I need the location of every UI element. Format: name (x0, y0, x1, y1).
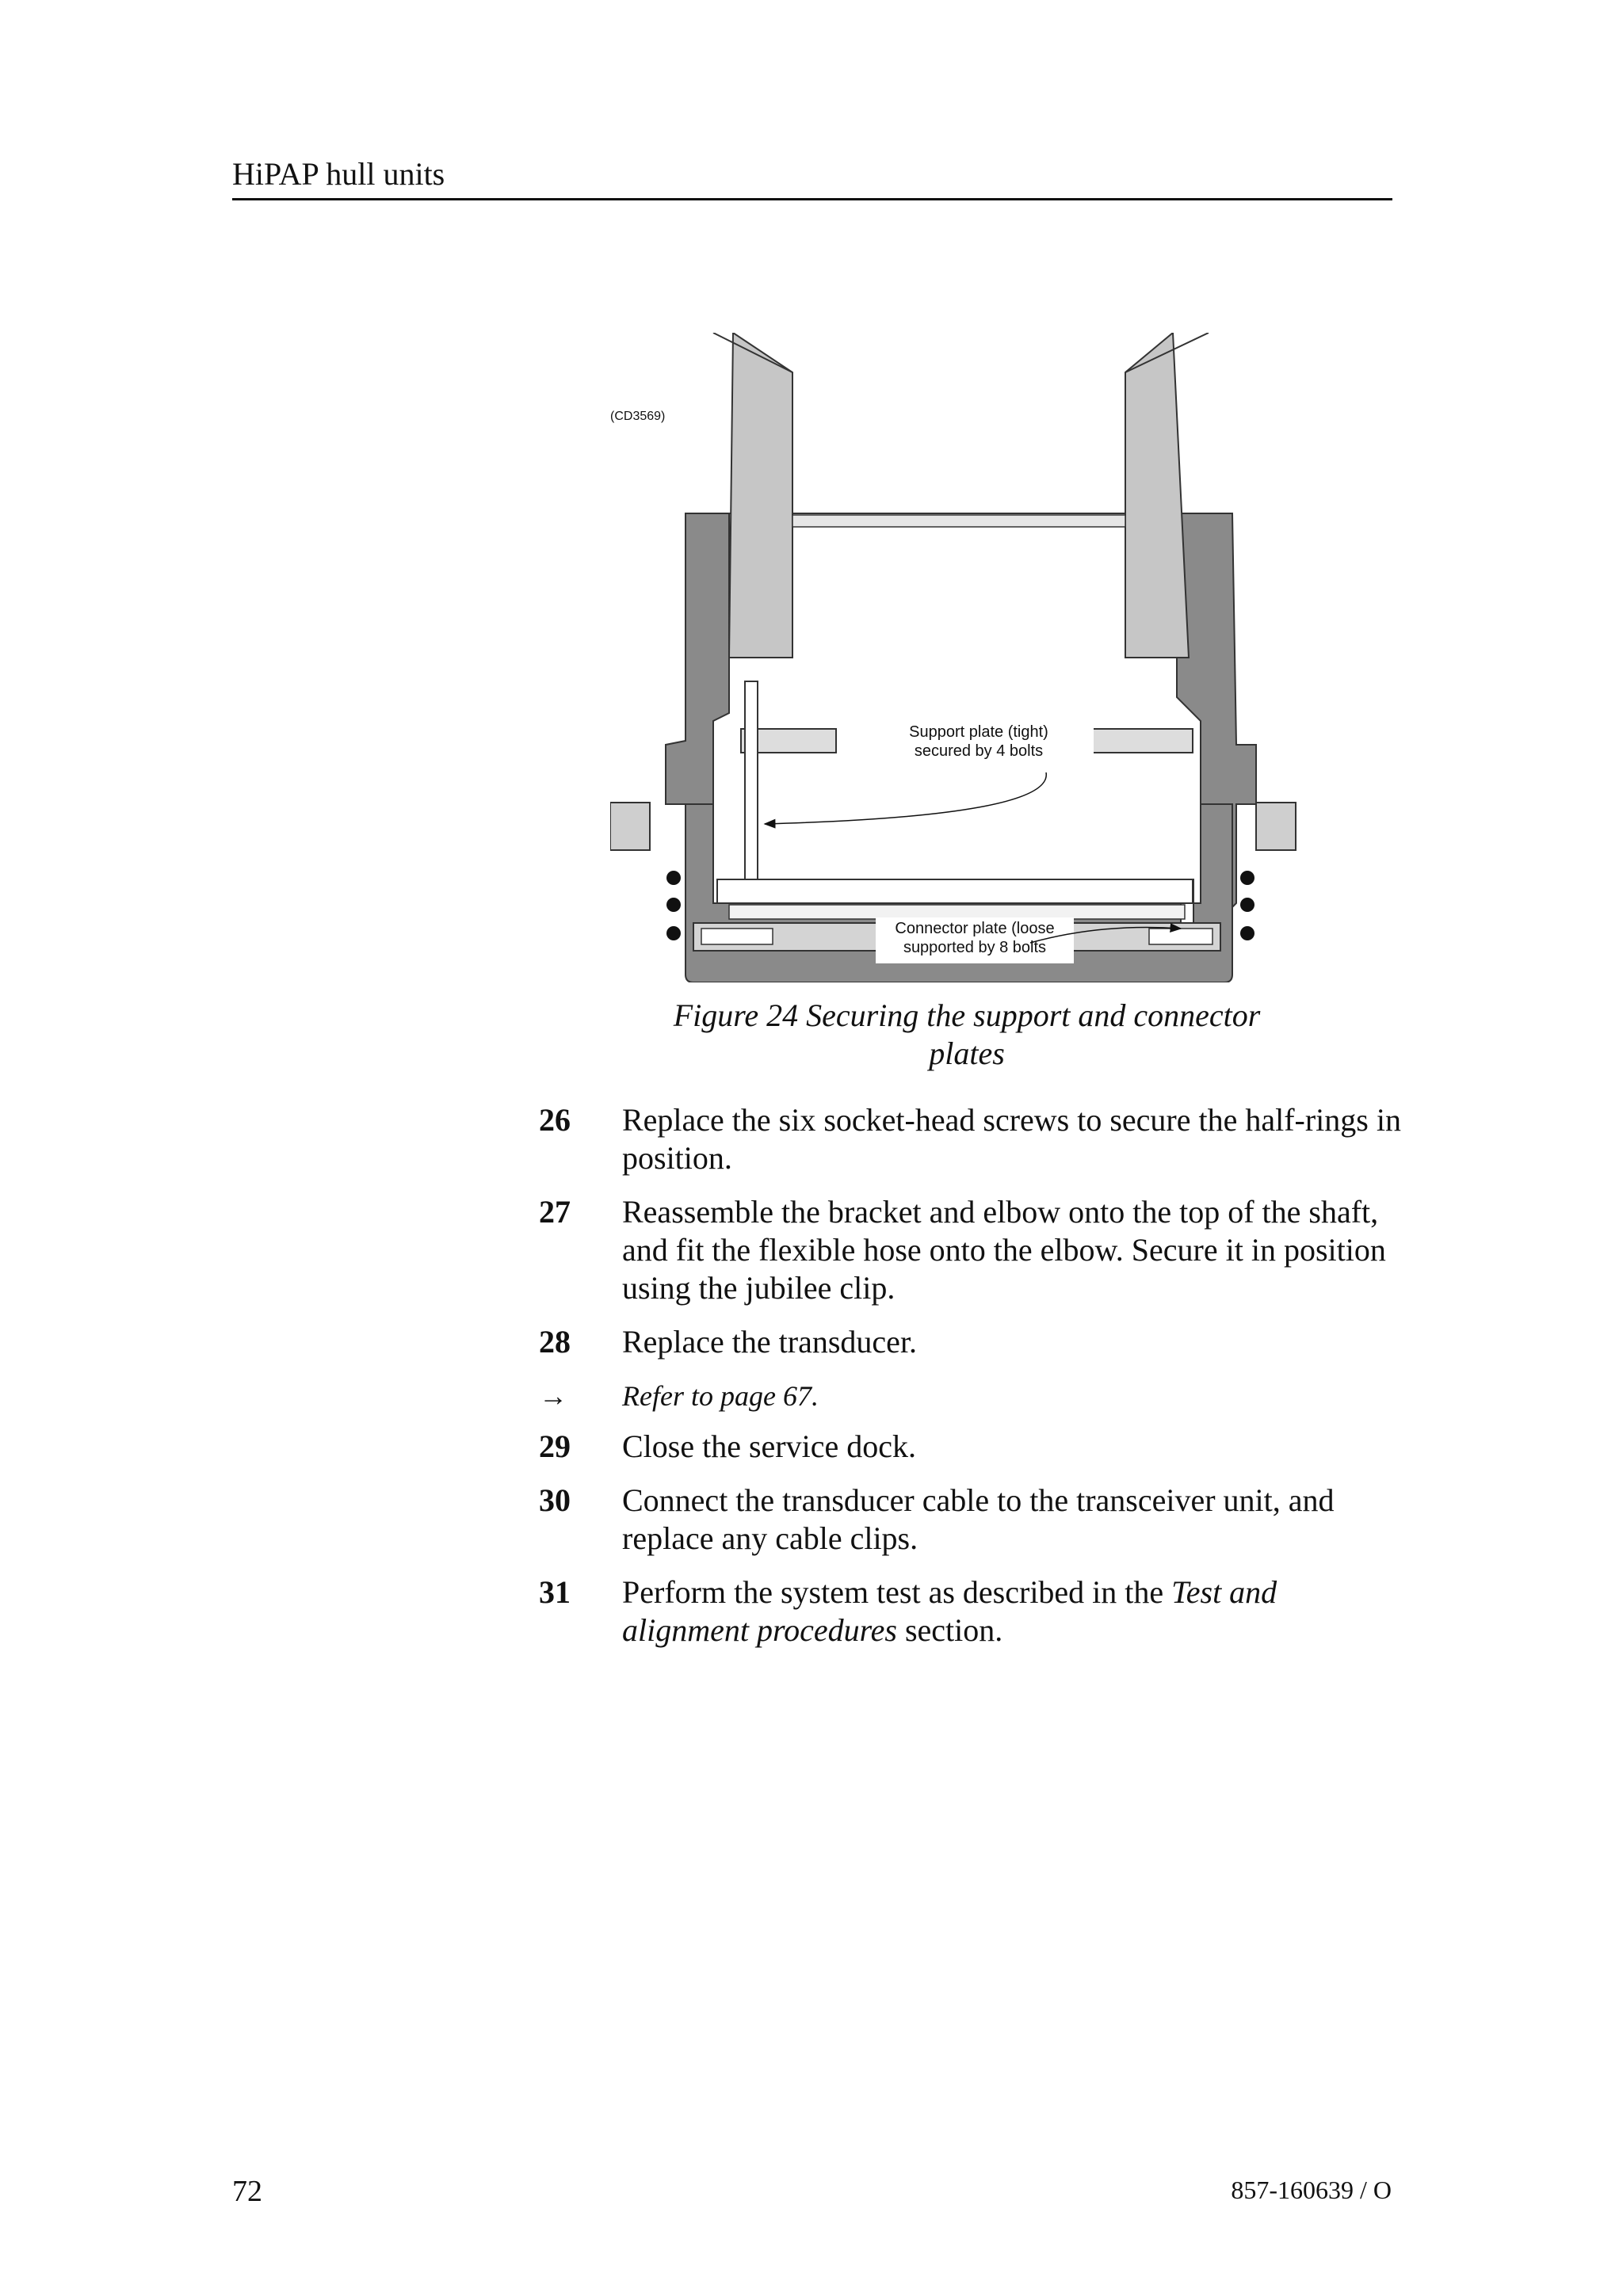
shaft-left (729, 333, 792, 658)
step-text (622, 1573, 1411, 1650)
step-text: Close the service dock. (622, 1428, 916, 1464)
step-text: Reassemble the bracket and elbow onto the top of the shaft, and fit the flexible hose onto the elbow. Secure it in position using the jubilee clip. (622, 1194, 1386, 1306)
step-text-part: Perform the system test as described in the (622, 1574, 1172, 1610)
hull-unit-section-diagram (610, 333, 1308, 982)
lower-ring-1 (717, 879, 1193, 903)
connector-plate-label-line1: Connector plate (loose (895, 920, 1055, 937)
step-text: Replace the six socket-head screws to secure the half-rings in position. (622, 1102, 1401, 1176)
stud-right (1256, 803, 1296, 850)
step-28 (539, 1323, 1411, 1361)
step-30 (539, 1482, 1411, 1558)
figure-drawing (610, 333, 1308, 982)
page-reference (539, 1377, 1411, 1415)
support-plate-right (1090, 729, 1193, 753)
running-header: HiPAP hull units (232, 156, 445, 192)
step-text: Replace the transducer. (622, 1324, 918, 1360)
support-plate-label-line2: secured by 4 bolts (914, 742, 1044, 760)
connector-plate-label-line2: supported by 8 bolts (903, 939, 1047, 956)
step-text-part: section. (896, 1612, 1003, 1648)
bolt-left (745, 681, 758, 895)
step-number: 30 (539, 1482, 571, 1518)
caption-line-1: Figure 24 Securing the support and connector (673, 997, 1261, 1033)
lower-ring-2 (729, 905, 1185, 919)
step-31 (539, 1573, 1411, 1650)
step-text: Connect the transducer cable to the transceiver unit, and replace any cable clips. (622, 1482, 1335, 1556)
step-number: 31 (539, 1574, 571, 1610)
step-29 (539, 1428, 1411, 1466)
step-number: 27 (539, 1194, 571, 1230)
page-number: 72 (232, 2175, 262, 2208)
section-reference: Test and alignment procedures (622, 1574, 1277, 1648)
shaft-right (1125, 333, 1189, 658)
stud-left (610, 803, 650, 850)
step-26 (539, 1101, 1411, 1177)
header-rule (232, 198, 1392, 200)
arrow-right-icon: → (539, 1380, 567, 1412)
step-number: 29 (539, 1428, 571, 1464)
step-number: 26 (539, 1102, 571, 1138)
step-number: 28 (539, 1324, 571, 1360)
caption-line-2: plates (929, 1035, 1005, 1071)
figure-id-label: (CD3569) (610, 410, 666, 423)
step-27 (539, 1193, 1411, 1307)
document-id: 857-160639 / O (1231, 2176, 1392, 2204)
support-plate-label-line1: Support plate (tight) (909, 723, 1048, 741)
procedure-steps (539, 1101, 1411, 1665)
reference-text: Refer to page 67. (622, 1380, 819, 1412)
shaft-bore (792, 515, 1125, 527)
figure-caption (618, 997, 1316, 1073)
